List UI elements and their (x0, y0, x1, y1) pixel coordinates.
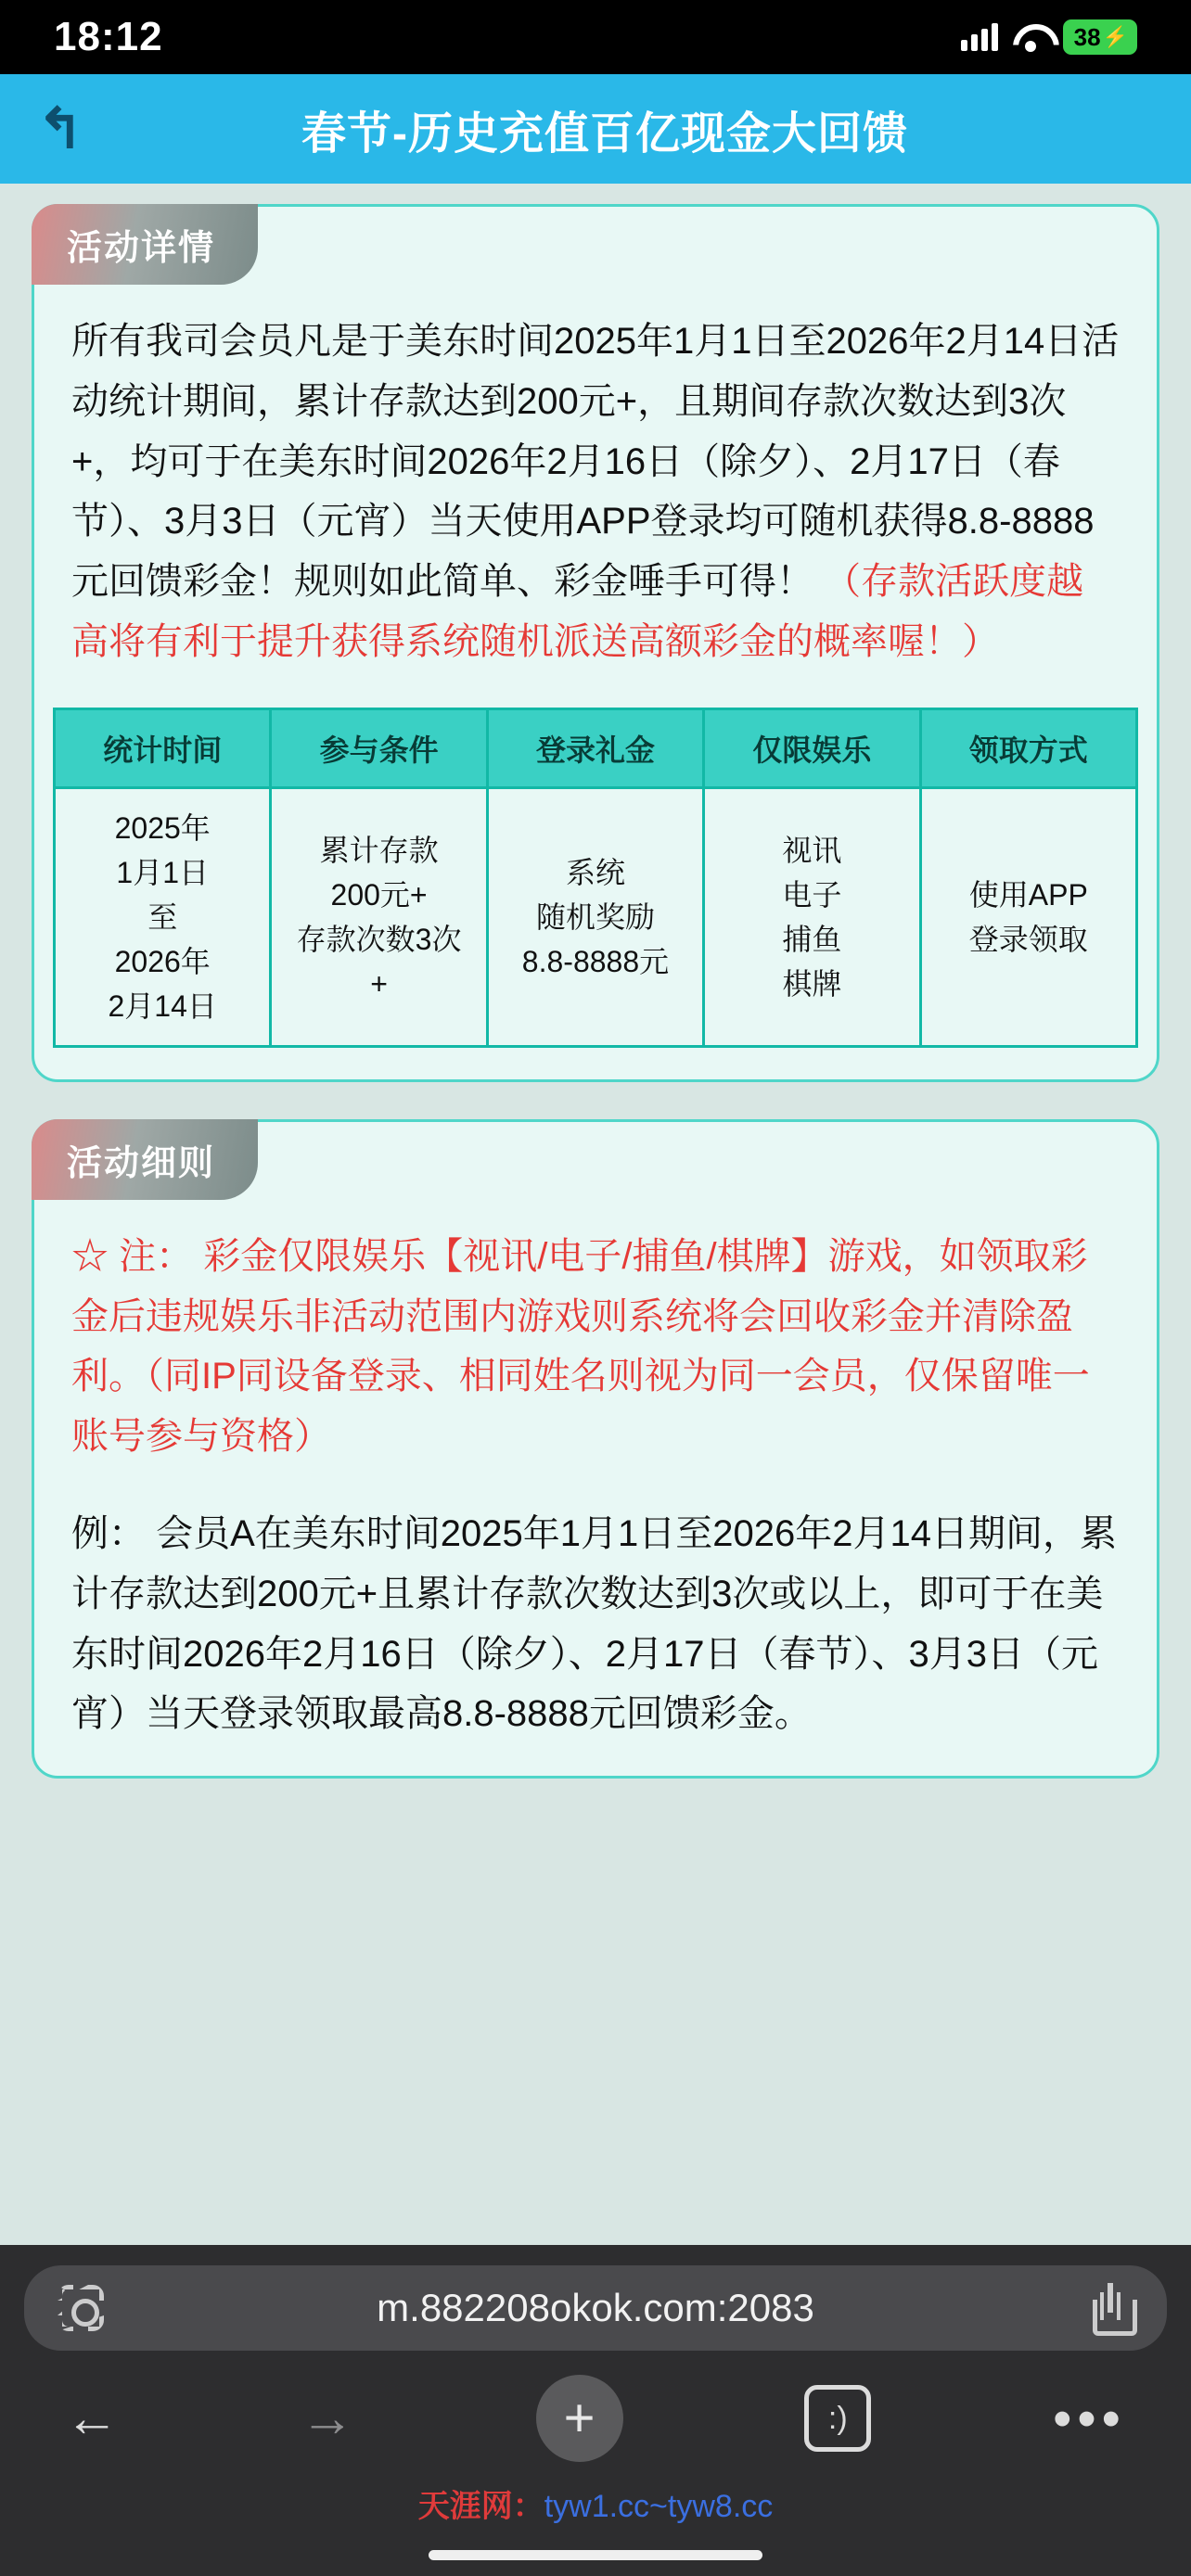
new-tab-button[interactable]: + (536, 2375, 623, 2462)
paragraph (71, 312, 1120, 672)
watermark-domains: tyw1.cc~tyw8.cc (544, 2489, 774, 2524)
table-header-cell: 统计时间 (55, 708, 271, 787)
cell-line: 存款次数3次 (296, 922, 462, 956)
share-icon[interactable] (1083, 2281, 1137, 2335)
cell-line: 累计存款 (319, 833, 439, 867)
back-arrow-icon[interactable]: ↰ (37, 97, 84, 159)
status-indicators (961, 19, 1137, 55)
scan-icon[interactable] (54, 2281, 108, 2335)
charging-bolt-icon: ⚡ (1102, 25, 1128, 48)
table-row (55, 787, 1137, 1046)
activity-rules-table (53, 708, 1138, 1048)
battery-level-text: 38 (1073, 22, 1101, 51)
activity-details-card (32, 204, 1159, 1082)
cell-line: 2026年 (114, 944, 211, 978)
cell-line: 捕鱼 (782, 922, 842, 956)
cell-line: 系统 (565, 855, 625, 889)
table-cell-period (55, 787, 271, 1046)
cell-line: 至 (147, 899, 178, 934)
cell-line: 登录领取 (968, 922, 1088, 956)
cell-line: 电子 (782, 877, 842, 912)
browser-bottom-bar (0, 2245, 1191, 2471)
table-header-cell: 领取方式 (920, 708, 1136, 787)
table-header-cell: 参与条件 (271, 708, 487, 787)
status-bar (0, 0, 1191, 74)
address-bar[interactable] (24, 2265, 1167, 2351)
activity-terms-body (34, 1203, 1157, 1744)
home-indicator (0, 2533, 1191, 2576)
table-header-cell: 登录礼金 (487, 708, 703, 787)
card-tab-label: 活动细则 (32, 1119, 258, 1200)
url-text[interactable]: m.882208okok.com:2083 (377, 2286, 814, 2329)
more-options-button[interactable]: ••• (1053, 2388, 1126, 2449)
table-cell-conditions (271, 787, 487, 1046)
watermark (0, 2471, 1191, 2533)
card-tab-label: 活动详情 (32, 204, 258, 285)
browser-nav-row (24, 2351, 1167, 2471)
browser-forward-button[interactable]: → (300, 2388, 354, 2448)
terms-note: ☆ 注： 彩金仅限娱乐【视讯/电子/捕鱼/棋牌】游戏，如领取彩金后违规娱乐非活动范围内游戏则系统将会回收彩金并清除盈利。（同IP同设备登录、相同姓名则视为同一会员，仅保留唯一账号参与资格） (71, 1235, 1090, 1458)
status-time: 18:12 (54, 14, 163, 59)
page-content (0, 184, 1191, 2245)
cell-line: 视讯 (782, 833, 842, 867)
table-header-row (55, 708, 1137, 787)
activity-details-body (34, 287, 1157, 672)
cell-line: 1月1日 (116, 855, 209, 889)
cell-line: 200元+ (330, 877, 428, 912)
table-cell-claim-method (920, 787, 1136, 1046)
cell-line: 2025年 (114, 810, 211, 845)
page-title: 春节-历史充值百亿现金大回馈 (301, 108, 908, 159)
detail-text-main: 所有我司会员凡是于美东时间2025年1月1日至2026年2月14日活动统计期间，累计存款达到200元+，且期间存款次数达到3次+，均可于在美东时间2026年2月16日（除夕）、2月17日（春节）、3月3日（元宵）当天使用APP登录均可随机获得8.8-8888元回馈彩金！规则如此简单、彩金唾手可得！ (71, 321, 1120, 603)
paragraph-spacer (71, 1467, 1120, 1504)
browser-back-button[interactable]: ← (65, 2388, 119, 2448)
table-cell-bonus (487, 787, 703, 1046)
table-header-cell: 仅限娱乐 (704, 708, 920, 787)
cell-line: 随机奖励 (535, 899, 655, 934)
terms-example: 例： 会员A在美东时间2025年1月1日至2026年2月14日期间，累计存款达到200元+且累计存款次数达到3次或以上，即可于在美东时间2026年2月16日（除夕）、2月17日（春节）、3月3日（元宵）当天登录领取最高8.8-8888元回馈彩金。 (71, 1512, 1117, 1735)
cell-line: + (370, 966, 388, 1001)
detail-text-warning: （存款活跃度越高将有利于提升获得系统随机派送高额彩金的概率喔！） (71, 561, 1084, 662)
watermark-brand: 天涯网： (417, 2489, 544, 2524)
activity-terms-card (32, 1119, 1159, 1779)
table-cell-games (704, 787, 920, 1046)
wifi-icon (1013, 24, 1048, 50)
battery-badge (1063, 19, 1137, 55)
cell-line: 棋牌 (782, 966, 842, 1001)
cellular-signal-icon (961, 23, 998, 51)
tabs-button[interactable]: :) (804, 2385, 871, 2452)
cell-line: 8.8-8888元 (521, 944, 670, 978)
app-bar (0, 74, 1191, 184)
cell-line: 使用APP (968, 877, 1088, 912)
cell-line: 2月14日 (108, 988, 217, 1023)
